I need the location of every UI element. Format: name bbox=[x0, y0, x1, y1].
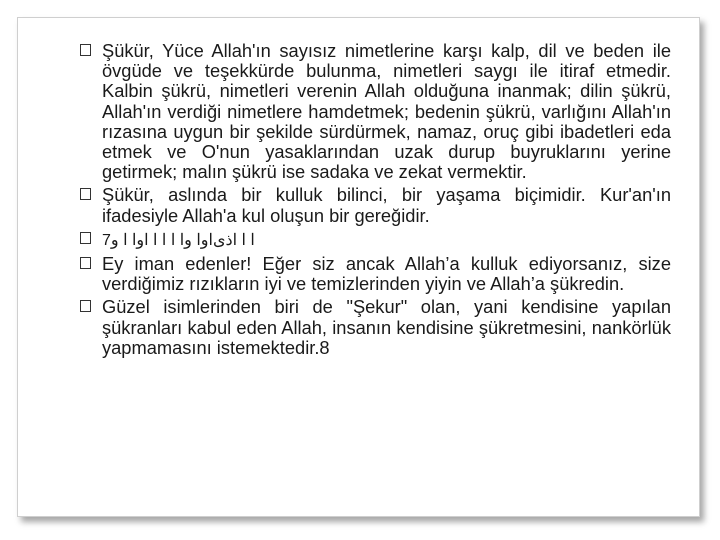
list-item bbox=[80, 41, 671, 182]
square-bullet-icon bbox=[80, 300, 91, 312]
list-item bbox=[80, 185, 671, 225]
square-bullet-icon bbox=[80, 232, 91, 244]
list-item bbox=[80, 254, 671, 294]
square-bullet-icon bbox=[80, 188, 91, 200]
arabic-verse-text: 7ا ا اذیﺍﻭا وا ا ا ا اوا ا و bbox=[102, 231, 255, 249]
square-bullet-icon bbox=[80, 44, 91, 56]
slide-content bbox=[80, 41, 671, 361]
list-item-text: Güzel isimlerinden biri de "Şekur" olan, yani kendisine yapılan şükranları kabul eden Allah, insanın kendisine şükretmesini, nankörlük yapmamasını istemektedir.8 bbox=[102, 296, 671, 358]
list-item-text: Ey iman edenler! Eğer siz ancak Allah’a kulluk ediyorsanız, size verdiğimiz rızıkların iyi ve temizlerinden yiyin ve Allah’a şükredin. bbox=[102, 253, 671, 295]
list-item bbox=[80, 229, 671, 251]
list-item bbox=[80, 297, 671, 358]
list-item-text: Şükür, Yüce Allah'ın sayısız nimetlerine karşı kalp, dil ve beden ile övgüde ve teşekkürde bulunma, nimetleri saygı ile itiraf etmedir. Kalbin şükrü, nimetleri verenin Allah olduğuna inanmak; dilin şükrü, Allah'ın verdiği nimetlere hamdetmek; bedenin şükrü, varlığını Allah'ın rızasına uygun bir şekilde sürdürmek, namaz, oruç gibi ibadetleri eda etmek ve O'nun yasaklarından uzak durup buyruklarını yerine getirmek; malın şükrü ise sadaka ve zekat vermektir. bbox=[102, 40, 671, 183]
list-item-text: Şükür, aslında bir kulluk bilinci, bir yaşama biçimidir. Kur'an'ın ifadesiyle Allah'a kul oluşun bir gereğidir. bbox=[102, 184, 671, 226]
square-bullet-icon bbox=[80, 257, 91, 269]
